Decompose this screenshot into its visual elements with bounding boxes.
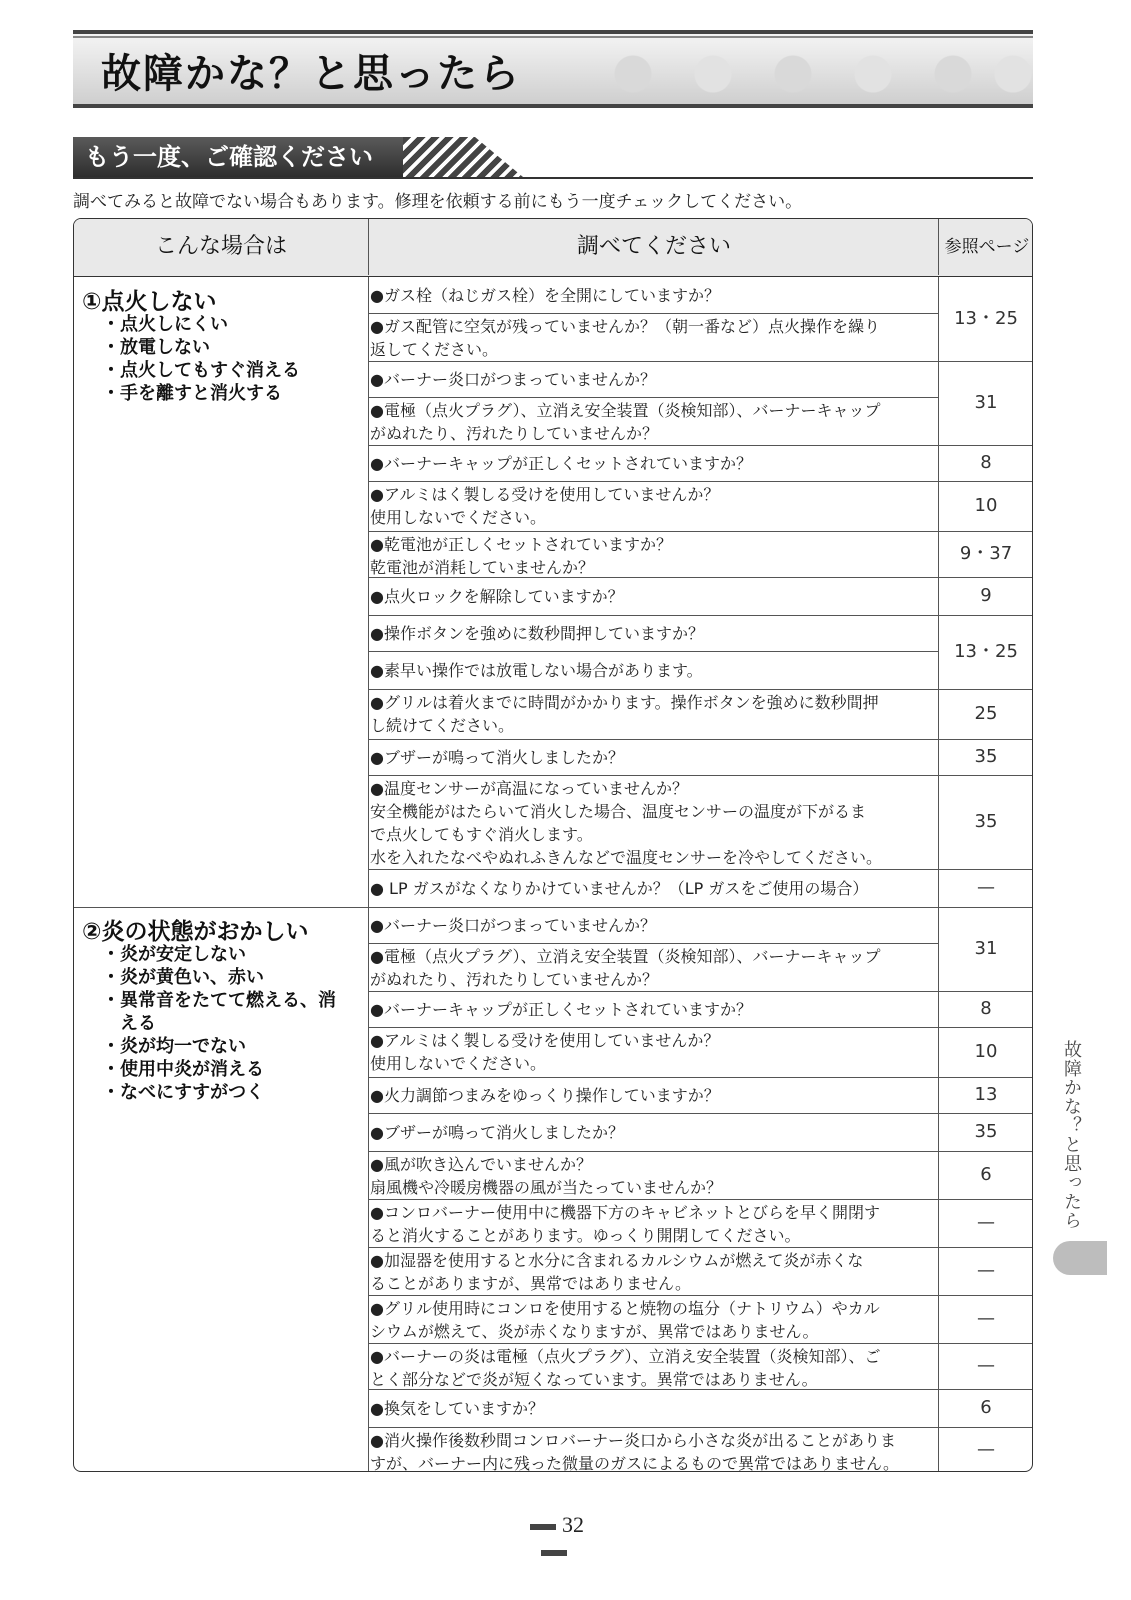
ref-divider xyxy=(938,1247,1033,1248)
ref-divider xyxy=(938,445,1033,446)
banner-inner-line xyxy=(73,36,1033,38)
check-line: ●電極（点火プラグ）、立消え安全装置（炎検知部）、バーナーキャップ xyxy=(370,947,881,966)
section-header-stripes xyxy=(403,137,523,177)
check-item xyxy=(370,1201,934,1247)
check-line: 返してください。 xyxy=(370,340,499,359)
ref-divider xyxy=(938,775,1033,776)
ref-page: 35 xyxy=(974,811,998,832)
ref-page: — xyxy=(977,1308,995,1329)
row-divider xyxy=(368,397,938,398)
ref-divider xyxy=(938,1295,1033,1296)
ref-divider xyxy=(938,689,1033,690)
check-item xyxy=(370,691,934,737)
check-line: ●消火操作後数秒間コンロバーナー炎口から小さな炎が出ることがありま xyxy=(370,1431,896,1450)
row-divider xyxy=(368,689,938,690)
check-item xyxy=(370,284,934,307)
page-number xyxy=(506,1512,602,1564)
row-divider xyxy=(368,1077,938,1078)
check-line: シウムが燃えて、炎が赤くなりますが、異常ではありません。 xyxy=(370,1322,819,1341)
ref-page: 13・25 xyxy=(954,308,1018,329)
intro-text: 調べてみると故障でない場合もあります。修理を依頼する前にもう一度チェックしてください。 xyxy=(73,192,803,212)
check-item xyxy=(370,1429,934,1472)
check-item xyxy=(370,1153,934,1199)
check-item xyxy=(370,945,934,991)
ref-page: 13 xyxy=(974,1084,998,1105)
ref-page: 13・25 xyxy=(954,641,1018,662)
check-item xyxy=(370,315,934,361)
check-line: ることがありますが、異常ではありません。 xyxy=(370,1274,691,1293)
ref-divider xyxy=(938,1389,1033,1390)
check-item xyxy=(370,622,934,645)
row-divider xyxy=(368,615,938,616)
row-divider xyxy=(368,651,938,652)
row-divider xyxy=(368,775,938,776)
ref-divider xyxy=(938,1343,1033,1344)
check-item xyxy=(370,585,934,608)
ref-page: — xyxy=(977,1439,995,1460)
case-title: ②炎の状態がおかしい xyxy=(82,919,309,945)
ref-divider xyxy=(938,1027,1033,1028)
check-line: ●換気をしていますか？ xyxy=(370,1398,544,1418)
row-divider xyxy=(368,1343,938,1344)
page-number-bar-right xyxy=(541,1550,567,1556)
check-line: ●ガス栓（ねじガス栓）を全開にしていますか？ xyxy=(370,285,720,305)
ref-divider xyxy=(938,481,1033,482)
case-symptom: ・炎が均一でない xyxy=(102,1036,246,1057)
row-divider xyxy=(368,943,938,944)
ref-divider xyxy=(938,1151,1033,1152)
row-divider xyxy=(368,991,938,992)
ref-divider xyxy=(938,577,1033,578)
check-line: ●電極（点火プラグ）、立消え安全装置（炎検知部）、バーナーキャップ xyxy=(370,401,881,420)
check-line: ●温度センサーが高温になっていませんか？ xyxy=(370,779,688,798)
ref-divider xyxy=(938,615,1033,616)
check-line: 使用しないでください。 xyxy=(370,508,547,527)
row-divider xyxy=(368,1199,938,1200)
check-line: ●バーナーキャップが正しくセットされていますか？ xyxy=(370,453,752,473)
row-divider xyxy=(368,1027,938,1028)
ref-divider xyxy=(938,1113,1033,1114)
row-divider xyxy=(368,869,938,870)
case-symptom: ・炎が黄色い、赤い xyxy=(102,967,264,988)
page-number-text: 32 xyxy=(562,1512,584,1537)
check-item xyxy=(370,877,934,900)
row-divider xyxy=(368,361,938,362)
check-line: ●風が吹き込んでいませんか？ xyxy=(370,1155,592,1174)
ref-page: 10 xyxy=(974,495,998,516)
check-line: ●乾電池が正しくセットされていますか？ xyxy=(370,535,672,554)
check-line: ●バーナーの炎は電極（点火プラグ）、立消え安全装置（炎検知部）、ご xyxy=(370,1347,881,1366)
check-item xyxy=(370,533,934,579)
ref-page: 35 xyxy=(974,1121,998,1142)
check-line: ●ガス配管に空気が残っていませんか？（朝一番など）点火操作を繰り xyxy=(370,317,880,336)
ref-divider xyxy=(938,361,1033,362)
check-item xyxy=(370,368,934,391)
check-item xyxy=(370,1297,934,1343)
check-line: がぬれたり、汚れたりしていませんか？ xyxy=(370,970,659,989)
check-line: ●点火ロックを解除していますか？ xyxy=(370,586,624,606)
case-symptom: ・手を離すと消火する xyxy=(102,383,282,404)
check-line: ると消火することがあります。ゆっくり開閉してください。 xyxy=(370,1226,801,1245)
check-line: ●加湿器を使用すると水分に含まれるカルシウムが燃えて炎が赤くな xyxy=(370,1251,864,1270)
ref-page: 6 xyxy=(980,1397,992,1418)
ref-divider xyxy=(938,869,1033,870)
header-check: 調べてください xyxy=(368,219,939,275)
check-line: ●ブザーが鳴って消火しましたか？ xyxy=(370,747,624,767)
check-line: 安全機能がはたらいて消火した場合、温度センサーの温度が下がるま xyxy=(370,802,867,821)
case-group xyxy=(74,907,368,1472)
ref-page: 8 xyxy=(980,452,992,473)
ref-divider xyxy=(938,907,1033,908)
check-line: ●ブザーが鳴って消火しましたか？ xyxy=(370,1122,624,1142)
ref-page: — xyxy=(977,1212,995,1233)
case-title: ①点火しない xyxy=(82,289,217,315)
check-item xyxy=(370,399,934,445)
check-line: ●アルミはく製しる受けを使用していませんか？ xyxy=(370,1031,720,1050)
ref-divider xyxy=(938,991,1033,992)
check-item xyxy=(370,1121,934,1144)
check-item xyxy=(370,1397,934,1420)
column-divider-1 xyxy=(368,277,369,1472)
check-line: 使用しないでください。 xyxy=(370,1054,547,1073)
check-item xyxy=(370,452,934,475)
case-symptom: ・使用中炎が消える xyxy=(102,1059,264,1080)
check-line: で点火してもすぐ消火します。 xyxy=(370,825,593,844)
check-line: とく部分などで炎が短くなっています。異常ではありません。 xyxy=(370,1370,818,1389)
check-item xyxy=(370,1249,934,1295)
row-divider xyxy=(368,481,938,482)
row-divider xyxy=(368,1427,938,1428)
case-symptom: ・点火しにくい xyxy=(102,314,228,335)
case-group xyxy=(74,277,368,907)
ref-page: — xyxy=(977,877,995,898)
case-symptom: ・点火してもすぐ消える xyxy=(102,360,300,381)
check-line: し続けてください。 xyxy=(370,716,515,735)
ref-page: 31 xyxy=(974,392,998,413)
check-line: ●バーナー炎口がつまっていませんか？ xyxy=(370,915,656,935)
check-line: がぬれたり、汚れたりしていませんか？ xyxy=(370,424,659,443)
ref-page: 8 xyxy=(980,998,992,1019)
check-line: ●操作ボタンを強めに数秒間押していますか？ xyxy=(370,623,704,643)
row-divider xyxy=(368,1247,938,1248)
check-line: ●火力調節つまみをゆっくり操作していますか？ xyxy=(370,1085,720,1105)
side-index-tab: 故障かな？と思ったら xyxy=(1061,1040,1082,1230)
ref-page: 25 xyxy=(974,703,998,724)
check-item xyxy=(370,1345,934,1391)
row-divider xyxy=(368,1389,938,1390)
check-line: ● LP ガスがなくなりかけていませんか？（LP ガスをご使用の場合） xyxy=(370,878,869,898)
check-item xyxy=(370,777,934,869)
row-divider xyxy=(368,1295,938,1296)
check-line: 扇風機や冷暖房機器の風が当たっていませんか？ xyxy=(370,1178,723,1197)
check-item xyxy=(370,659,934,682)
ref-page: 9 xyxy=(980,585,992,606)
page-title: 故障かな？と思ったら xyxy=(101,51,521,97)
ref-page: 35 xyxy=(974,746,998,767)
check-line: 乾電池が消耗していませんか？ xyxy=(370,558,595,577)
ref-divider xyxy=(938,531,1033,532)
case-symptom: ・なべにすすがつく xyxy=(102,1082,265,1103)
check-line: すが、バーナー内に残った微量のガスによるもので異常ではありません。 xyxy=(370,1454,899,1472)
row-divider xyxy=(368,739,938,740)
ref-divider xyxy=(938,739,1033,740)
ref-page: — xyxy=(977,1355,995,1376)
header-case: こんな場合は xyxy=(154,234,287,259)
page-title-banner xyxy=(73,30,1033,108)
case-symptom: ・異常音をたてて燃える、消 xyxy=(102,990,336,1011)
header-ref: 参照ページ xyxy=(938,219,1033,275)
row-divider xyxy=(368,445,938,446)
row-divider xyxy=(368,1113,938,1114)
ref-divider xyxy=(938,1199,1033,1200)
ref-page: 31 xyxy=(974,938,998,959)
ref-page: 9・37 xyxy=(959,543,1013,564)
check-line: ●バーナー炎口がつまっていませんか？ xyxy=(370,369,656,389)
page-number-bar-left xyxy=(530,1524,556,1530)
section-header-line xyxy=(73,177,1033,179)
table-header xyxy=(74,219,1032,277)
check-item xyxy=(370,998,934,1021)
section-header xyxy=(73,137,1033,179)
row-divider xyxy=(368,313,938,314)
row-divider xyxy=(368,1151,938,1152)
check-item xyxy=(370,746,934,769)
check-line: ●グリルは着火までに時間がかかります。操作ボタンを強めに数秒間押 xyxy=(370,693,879,712)
ref-divider xyxy=(938,1077,1033,1078)
check-item xyxy=(370,483,934,529)
case-symptom: ・放電しない xyxy=(102,337,210,358)
section-title: もう一度、ご確認ください xyxy=(73,137,413,177)
check-line: ●グリル使用時にコンロを使用すると焼物の塩分（ナトリウム）やカル xyxy=(370,1299,880,1318)
ref-page: 10 xyxy=(974,1041,998,1062)
check-item xyxy=(370,1029,934,1075)
case-symptom: える xyxy=(102,1013,156,1034)
ref-divider xyxy=(938,1427,1033,1428)
check-line: 水を入れたなべやぬれふきんなどで温度センサーを冷やしてください。 xyxy=(370,848,883,867)
ref-page: — xyxy=(977,1260,995,1281)
check-line: ●素早い操作では放電しない場合があります。 xyxy=(370,660,703,680)
troubleshooting-table xyxy=(73,218,1033,1472)
check-line: ●コンロバーナー使用中に機器下方のキャビネットとびらを早く開閉す xyxy=(370,1203,880,1222)
check-item xyxy=(370,914,934,937)
check-item xyxy=(370,1084,934,1107)
side-index-marker xyxy=(1053,1241,1107,1275)
row-divider xyxy=(368,907,938,908)
check-line: ●アルミはく製しる受けを使用していませんか？ xyxy=(370,485,720,504)
check-line: ●バーナーキャップが正しくセットされていますか？ xyxy=(370,999,752,1019)
case-symptom: ・炎が安定しない xyxy=(102,944,246,965)
row-divider xyxy=(368,577,938,578)
row-divider xyxy=(368,531,938,532)
ref-page: 6 xyxy=(980,1164,992,1185)
